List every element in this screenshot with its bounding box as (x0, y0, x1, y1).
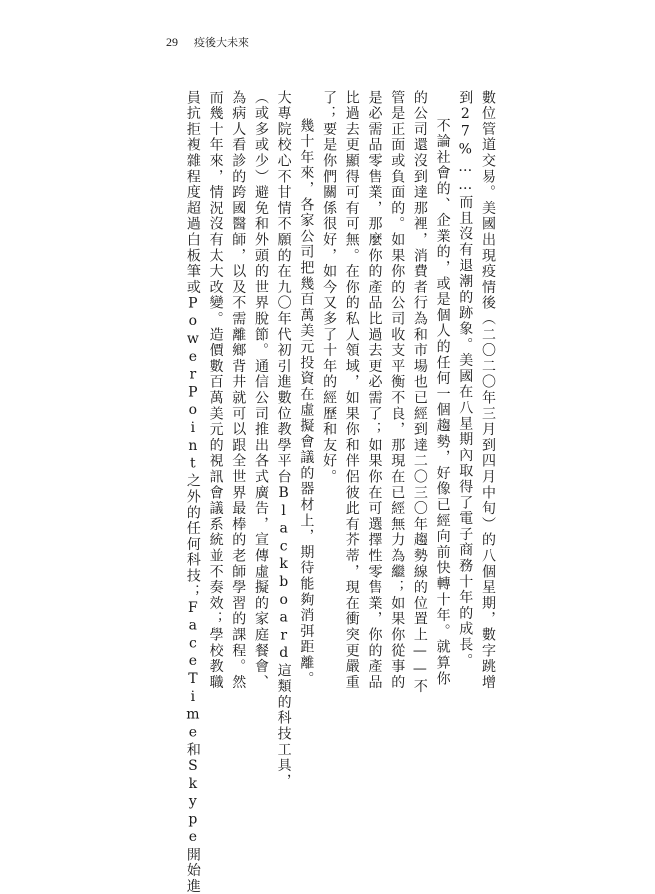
text-column: 是必需品零售業，那麼你的產品比過去更必需了；如果你在可選擇性零售業，你的產品 (366, 90, 383, 691)
text-column: 幾十年來，各家公司把幾百萬美元投資在虛擬會議的器材上，期待能夠消弭距離。 (298, 118, 315, 687)
text-column: 員抗拒複雜程度超過白板筆或PowerPoint之外的任何科技；FaceTime和Skype開始進 (184, 90, 201, 894)
text-column: 管是正面或負面的。如果你的公司收支平衡不良，那現在已經無力為繼；如果你從事的 (389, 90, 406, 691)
page-header (166, 34, 249, 50)
running-title: 疫後大未來 (194, 36, 249, 49)
text-column: 為病人看診的跨國醫師，以及不需離鄉背井就可以跟全世界最棒的老師學習的課程。然 (230, 90, 247, 691)
page-number: 29 (166, 35, 178, 49)
text-column: 大專院校心不甘情不願的在九〇年代初引進數位教學平台Blackboard這類的科技工具， (275, 90, 292, 790)
text-column: 的公司還沒到達那裡，消費者行為和市場也已經到達二〇三〇年趨勢線的位置上——不 (411, 90, 428, 695)
text-column: 不論社會的、企業的，或是個人的任何一個趨勢，好像已經向前快轉十年。就算你 (434, 118, 451, 687)
text-column: 數位管道交易。美國出現疫情後（二〇二〇年三月到四月中旬）的八個星期，數字跳增 (480, 90, 496, 691)
text-column: 到27%……而且沒有退潮的跡象。美國在八星期內取得了電子商務十年的成長。 (457, 90, 474, 669)
text-column: 而幾十年來，情況沒有太大改變。造價數百萬美元的視訊會議系統並不奏效；學校教職 (207, 90, 224, 691)
text-column: 了；要是你們關係很好，如今又多了十年的經歷和友好。 (321, 90, 338, 485)
body-text (0, 90, 655, 894)
text-column: 比過去更顯得可有可無。在你的私人領域，如果你和伴侶彼此有芥蒂，現在衝突更嚴重 (343, 90, 360, 691)
text-column: （或多或少）避免和外頭的世界脫節。通信公司推出各式廣告，宣傳虛擬的家庭餐會、 (252, 90, 269, 691)
